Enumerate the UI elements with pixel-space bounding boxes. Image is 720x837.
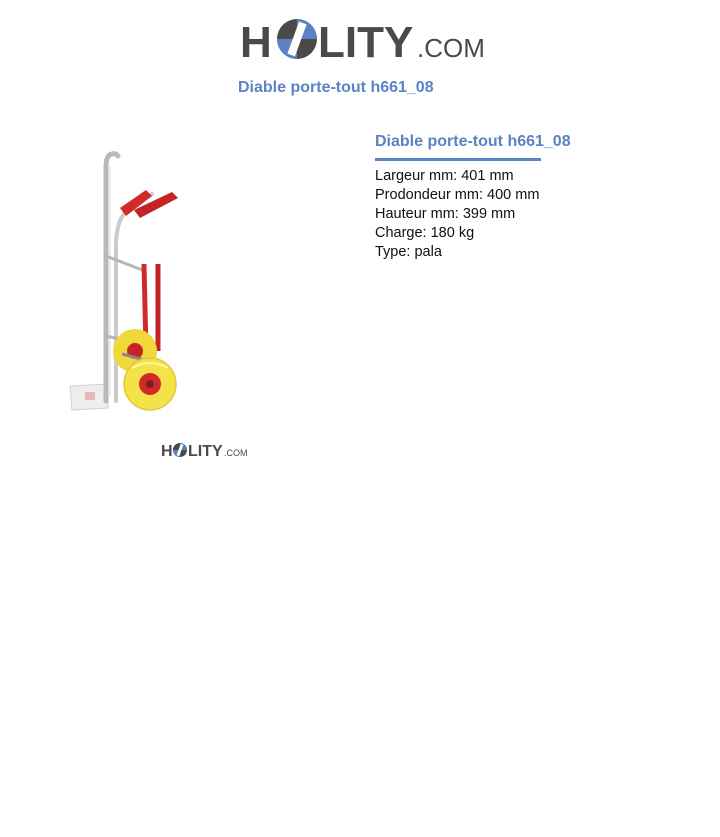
product-name: Diable porte-tout h661_08 [375, 133, 571, 150]
logo-text-h: H [240, 18, 272, 67]
page-title: Diable porte-tout h661_08 [238, 79, 434, 96]
logo-text-suffix: .COM [417, 33, 485, 63]
spec-type: Type: pala [375, 244, 442, 260]
logo-o-icon [277, 19, 317, 59]
holity-watermark-logo [161, 440, 248, 460]
svg-text:.COM: .COM [224, 448, 248, 458]
logo-text-main: LITY [318, 18, 414, 67]
product-details [375, 132, 675, 262]
hand-truck-photo [60, 146, 190, 416]
spec-load: Charge: 180 kg [375, 225, 475, 241]
watermark-o-icon [173, 443, 187, 457]
holity-logo[interactable] [240, 12, 485, 67]
spec-height: Hauteur mm: 399 mm [375, 206, 516, 222]
title-underline [375, 158, 541, 161]
spec-list [375, 167, 675, 262]
spec-depth: Prodondeur mm: 400 mm [375, 187, 540, 203]
svg-text:LITY: LITY [188, 443, 223, 460]
spec-width: Largeur mm: 401 mm [375, 168, 514, 184]
svg-text:H: H [161, 443, 173, 460]
